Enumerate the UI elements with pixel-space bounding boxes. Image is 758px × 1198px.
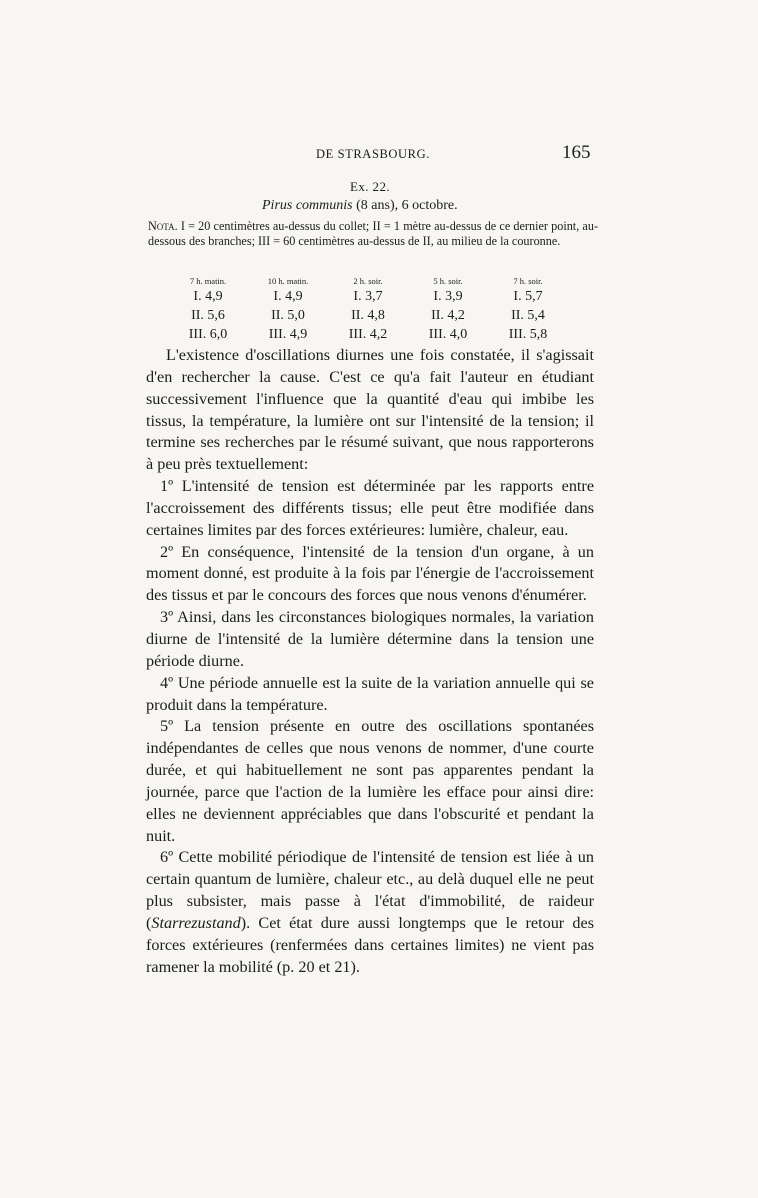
table-cell: III. 4,0 [428, 326, 468, 342]
species-name: Pirus communis [262, 198, 353, 213]
table-row [168, 325, 568, 344]
table-row [168, 306, 568, 325]
running-title: DE STRASBOURG. [316, 147, 430, 161]
table-header: 10 h. matin. [267, 275, 309, 286]
paragraph-point-3: 3º Ainsi, dans les circonstances biologiques normales, la variation diurne de l'intensité de la lumière détermine dans la tension une période diurne. [146, 608, 594, 670]
table-header: 7 h. matin. [189, 275, 227, 286]
note-label: Nota. [148, 219, 178, 233]
paragraph-point-6-start: 6º Cette mobilité périodique de l'intensité de tension est liée à un certain quantum de lumière, chaleur etc., au delà duquel elle ne peut plus subsister, mais passe à l'état d'immobilité, de raideur ( [146, 848, 594, 932]
body-text [146, 345, 594, 978]
table-header-row [168, 274, 568, 287]
table-cell: III. 4,9 [268, 326, 308, 342]
note-text: I = 20 centimètres au-dessus du collet; II = 1 mètre au-dessus de ce dernier point, au-dessous des branches; III = 60 centimètres au-dessus de II, au milieu de la couronne. [148, 219, 598, 249]
table-cell: I. 3,7 [353, 288, 383, 304]
table-cell: I. 4,9 [193, 288, 223, 304]
table-cell: I. 5,7 [513, 288, 543, 304]
page-number: 165 [562, 142, 591, 163]
table-header: 2 h. soir. [353, 275, 383, 286]
paragraph-point-1: 1º L'intensité de tension est déterminée par les rapports entre l'accroissement des différents tissus; elle peut être modifiée dans certaines limites par des forces extérieures: lumière, chaleur, eau. [146, 477, 594, 539]
table-cell: I. 3,9 [433, 288, 463, 304]
paragraph-point-5: 5º La tension présente en outre des oscillations spontanées indépendantes de celles que nous venons de nommer, d'une courte durée, et qui habituellement ne sont pas apparentes pendant la journée, parce que l'action de la lumière les efface pour ainsi dire: elles ne deviennent appréciables que dans l'obscurité et pendant la nuit. [146, 717, 594, 845]
table-cell: II. 5,6 [191, 307, 225, 323]
table-cell: III. 4,2 [348, 326, 388, 342]
paragraph-point-2: 2º En conséquence, l'intensité de la tension d'un organe, à un moment donné, est produite à la fois par l'énergie de l'accroissement des tissus et par le concours des forces que nous venons d'énumérer. [146, 542, 594, 605]
example-subtitle [262, 198, 458, 214]
specimen-details: (8 ans), 6 octobre. [352, 198, 458, 213]
table-cell: I. 4,9 [273, 288, 303, 304]
table-row [168, 287, 568, 306]
table-cell: II. 4,2 [431, 307, 465, 323]
measurement-table [168, 274, 568, 344]
paragraph-point-6 [146, 847, 594, 978]
example-title: Ex. 22. [350, 179, 390, 194]
table-cell: II. 5,0 [271, 307, 305, 323]
note-paragraph [148, 219, 598, 250]
paragraph-point-6-end: ). Cet état dure aussi longtemps que le retour des forces extérieures (renfermées dans certaines limites) ne vient pas ramener la mobilité (p. 20 et 21). [146, 913, 594, 976]
table-cell: II. 5,4 [511, 307, 545, 323]
table-header: 5 h. soir. [433, 275, 463, 286]
paragraph-point-4: 4º Une période annuelle est la suite de la variation annuelle qui se produit dans la température. [146, 673, 594, 714]
table-cell: III. 6,0 [188, 326, 228, 342]
table-cell: II. 4,8 [351, 307, 385, 323]
german-term: Starrezustand [151, 913, 241, 932]
table-header: 7 h. soir. [513, 275, 543, 286]
table-cell: III. 5,8 [508, 326, 548, 342]
paragraph-intro: L'existence d'oscillations diurnes une fois constatée, il s'agissait d'en rechercher la cause. C'est ce qu'a fait l'auteur en étudiant successivement l'influence que la quantité d'eau qui imbibe les tissus, la température, la lumière ont sur l'intensité de la tension; il termine ses recherches par le résumé suivant, que nous rapporterons à peu près textuellement: [146, 346, 594, 474]
